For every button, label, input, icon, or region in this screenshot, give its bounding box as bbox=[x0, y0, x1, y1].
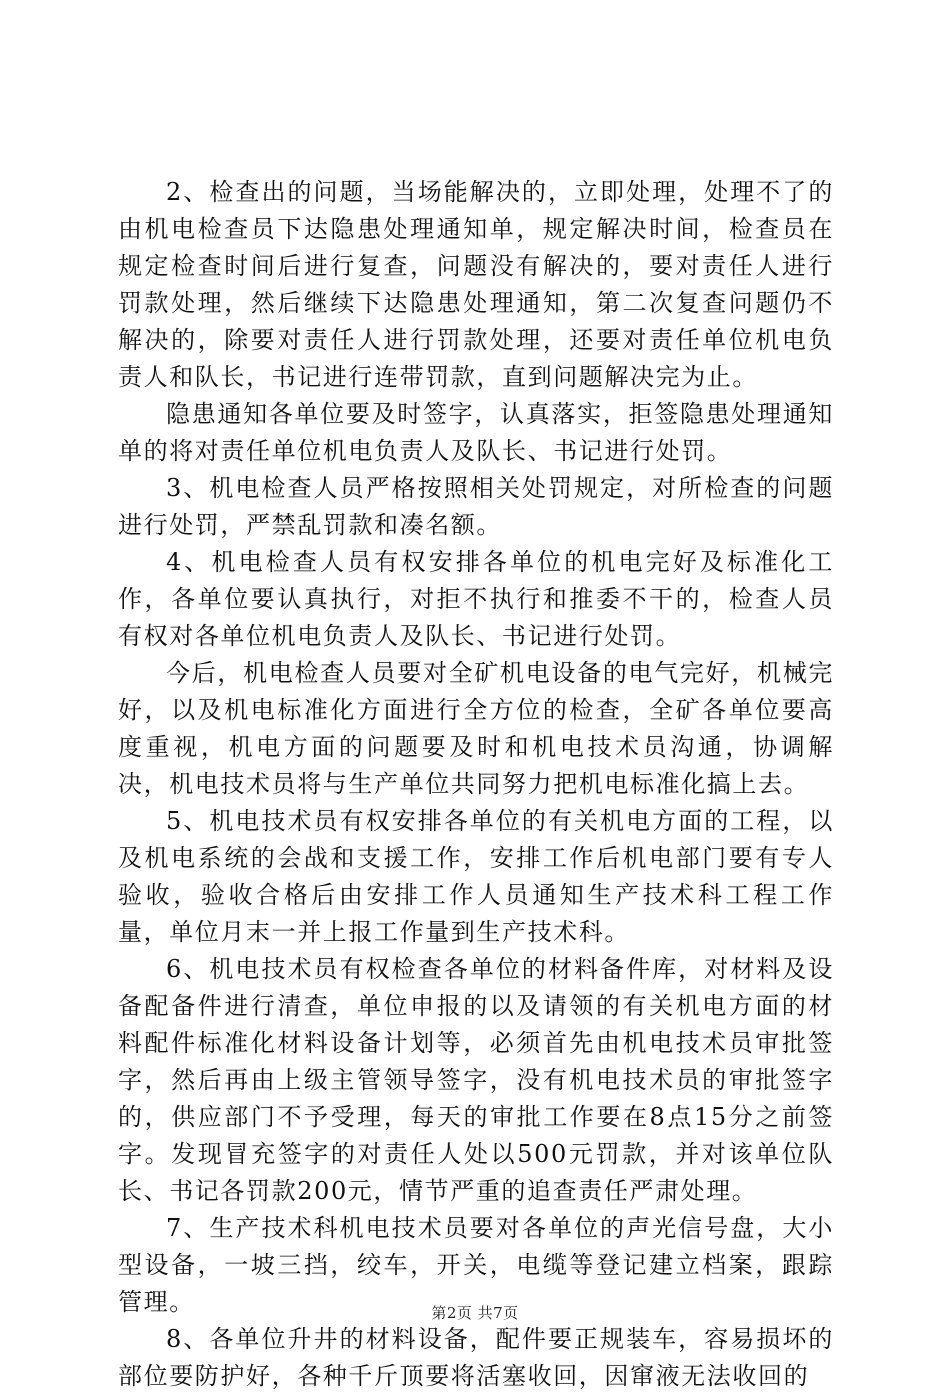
paragraph-item-2: 2、检查出的问题，当场能解决的，立即处理，处理不了的由机电检查员下达隐患处理通知单，规定解决时间，检查员在规定检查时间后进行复查，问题没有解决的，要对责任人进行罚款处理，然后继续下达隐患处理通知，第二次复查问题仍不解决的，除要对责任人进行罚款处理，还要对责任单位机电负责人和队长，书记进行连带罚款，直到问题解决完为止。 bbox=[118, 178, 834, 391]
paragraph-item-3: 3、机电检查人员严格按照相关处罚规定，对所检查的问题进行处罚，严禁乱罚款和凑名额。 bbox=[118, 474, 834, 539]
paragraph-item-6: 6、机电技术员有权检查各单位的材料备件库，对材料及设备配备件进行清查，单位申报的以及请领的有关机电方面的材料配件标准化材料设备计划等，必须首先由机电技术员审批签字，然后再由上级主管领导签字，没有机电技术员的审批签字的，供应部门不予受理，每天的审批工作要在8点15分之前签字。发现冒充签字的对责任人处以500元罚款，并对该单位队长、书记各罚款200元，情节严重的追查责任严肃处理。 bbox=[118, 955, 834, 1205]
paragraph-item-5: 5、机电技术员有权安排各单位的有关机电方面的工程，以及机电系统的会战和支援工作，安排工作后机电部门要有专人验收，验收合格后由安排工作人员通知生产技术科工程工作量，单位月末一并上报工作量到生产技术科。 bbox=[118, 807, 834, 946]
paragraph-item-8: 8、各单位升井的材料设备，配件要正规装车，容易损坏的部位要防护好，各种千斤顶要将活塞收回，因窜液无法收回的 bbox=[118, 1325, 834, 1390]
paragraph-item-4: 4、机电检查人员有权安排各单位的机电完好及标准化工作，各单位要认真执行，对拒不执行和推委不干的，检查人员有权对各单位机电负责人及队长、书记进行处罚。 bbox=[118, 548, 834, 650]
paragraph-future-inspection: 今后，机电检查人员要对全矿机电设备的电气完好，机械完好，以及机电标准化方面进行全方位的检查，全矿各单位要高度重视，机电方面的问题要及时和机电技术员沟通，协调解决，机电技术员将与生产单位共同努力把机电标准化搞上去。 bbox=[118, 659, 834, 798]
page-footer: 第2页 共7页 bbox=[431, 1304, 519, 1322]
paragraph-hazard-notice: 隐患通知各单位要及时签字，认真落实，拒签隐患处理通知单的将对责任单位机电负责人及队长、书记进行处罚。 bbox=[118, 400, 834, 465]
paragraph-item-7: 7、生产技术科机电技术员要对各单位的声光信号盘，大小型设备，一坡三挡，绞车，开关，电缆等登记建立档案，跟踪管理。 bbox=[118, 1214, 834, 1316]
document-body bbox=[118, 174, 834, 1395]
